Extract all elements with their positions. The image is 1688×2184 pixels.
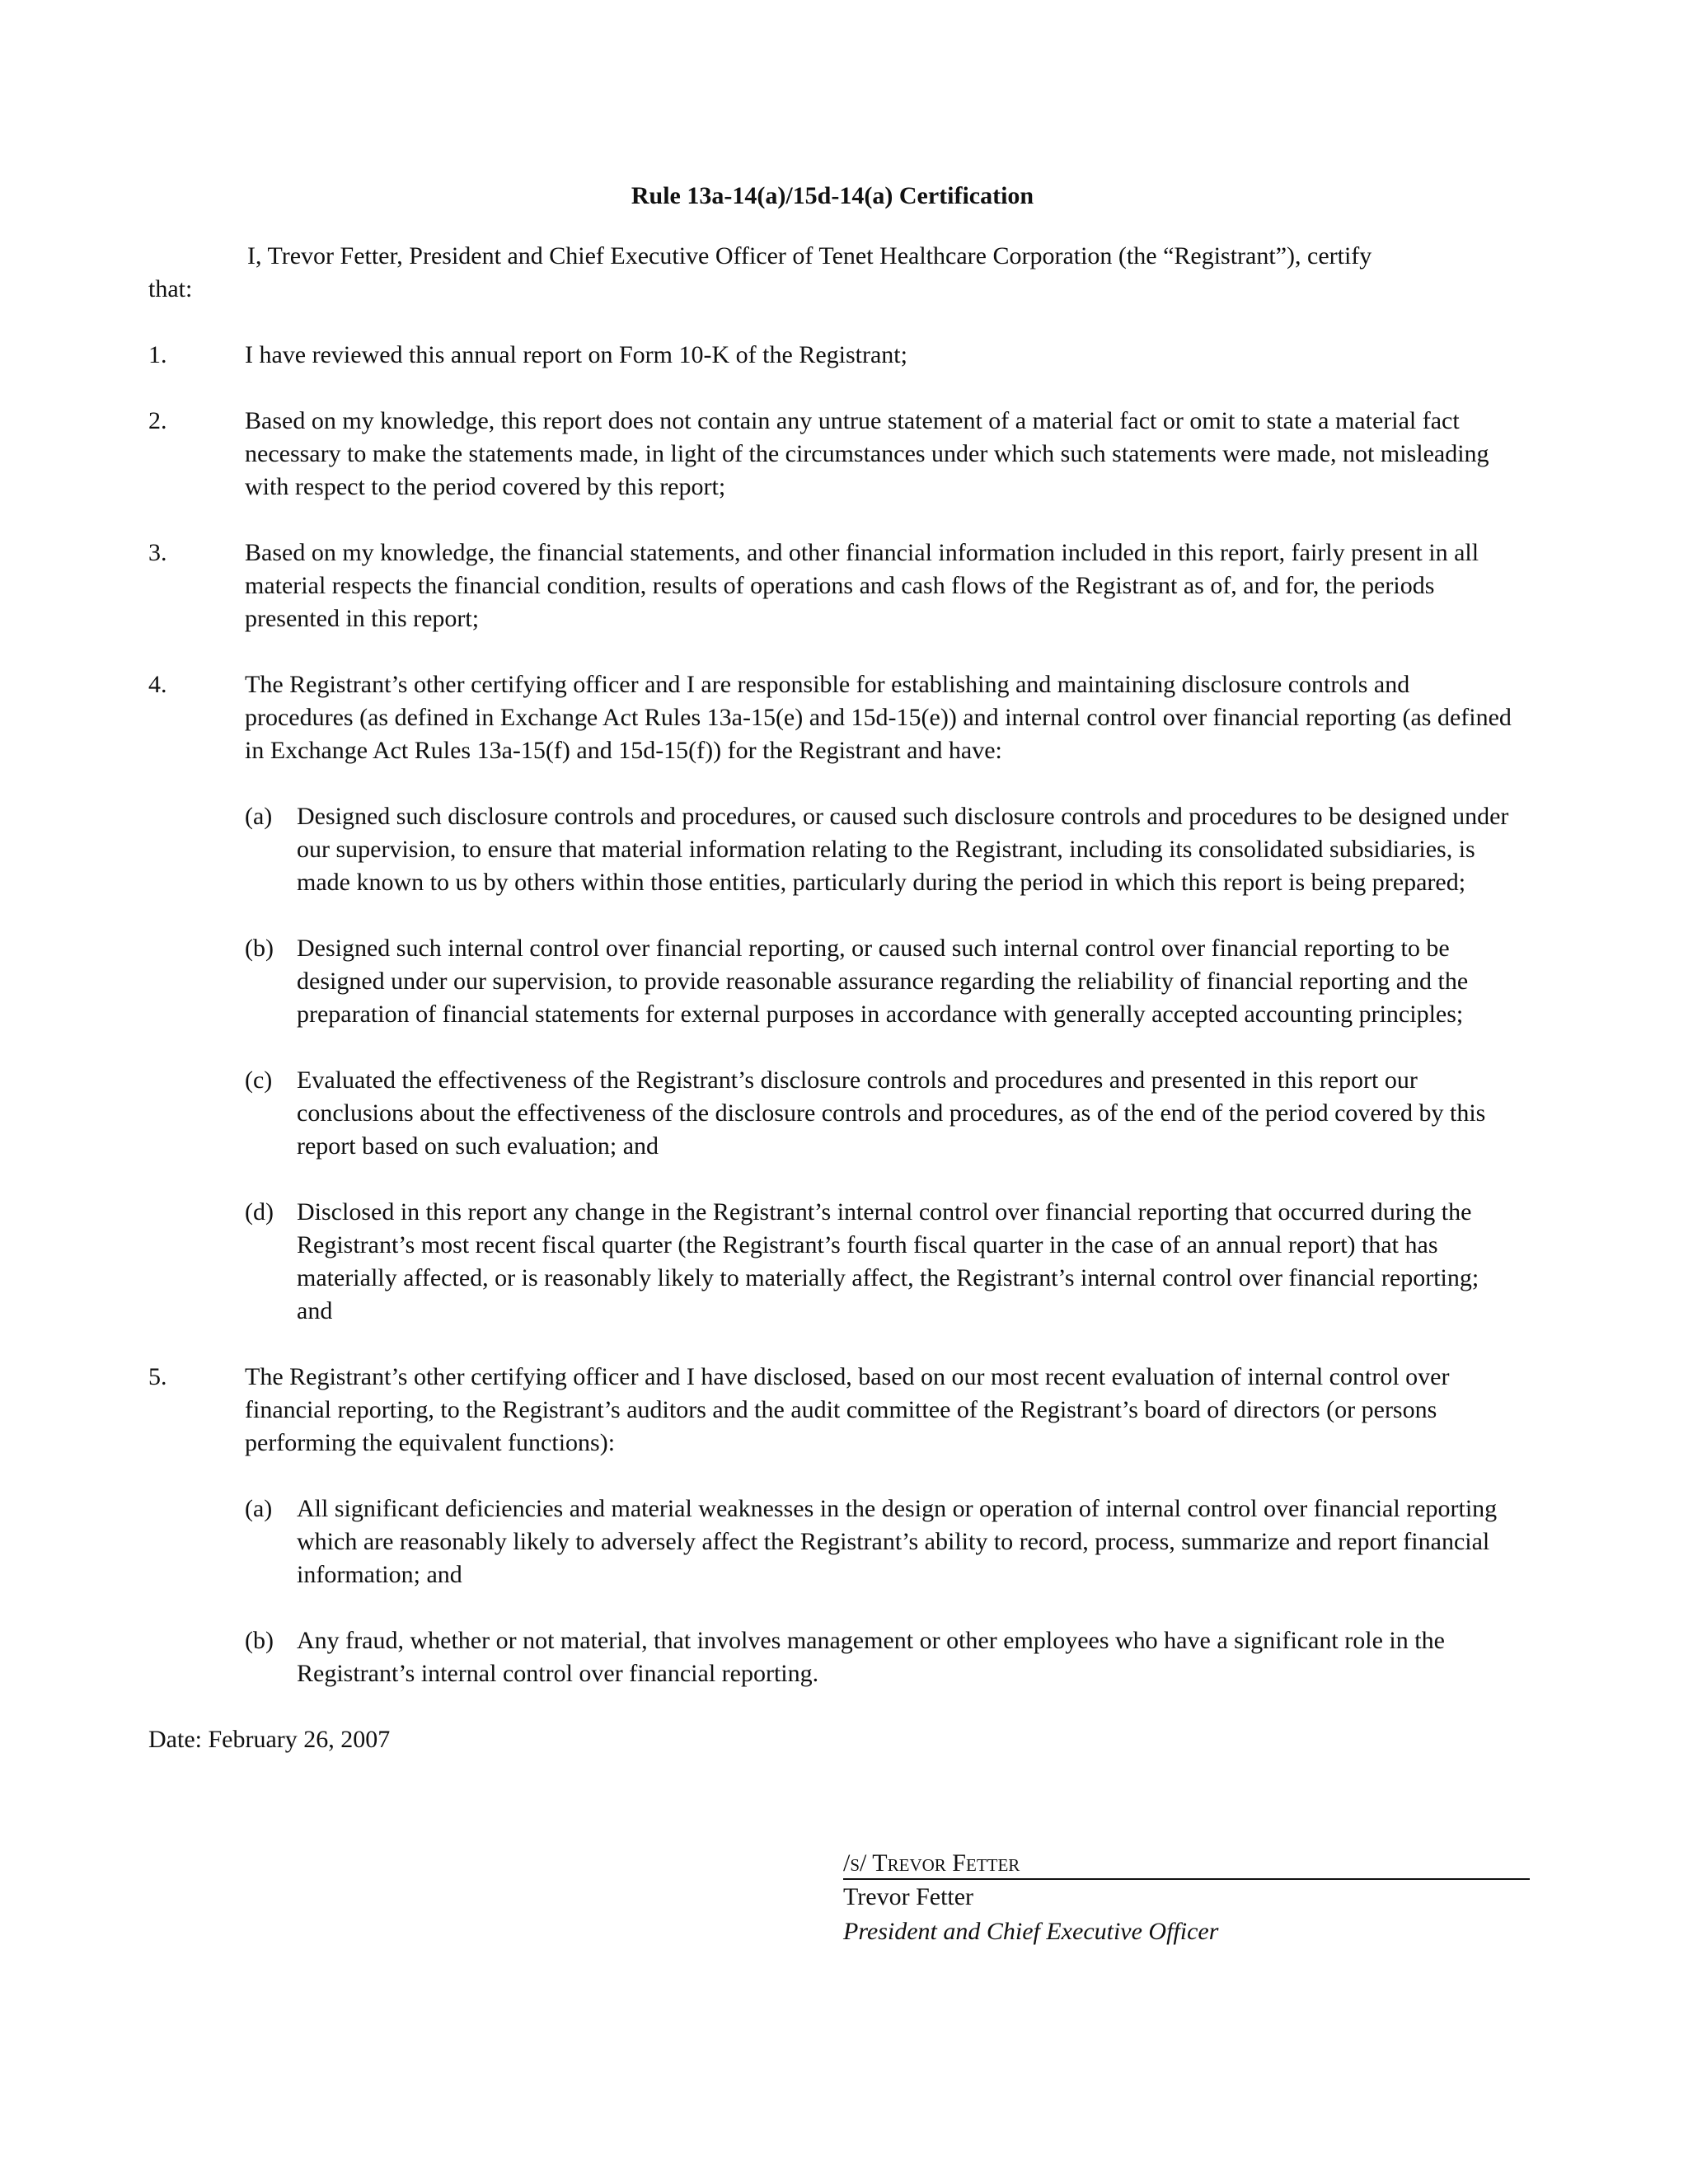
- sub-item: [245, 932, 1510, 1031]
- item-number: 4.: [148, 671, 167, 698]
- sub-item-text: Any fraud, whether or not material, that involves management or other employees who have a significant role in the Registrant’s internal control over financial reporting.: [297, 1627, 1445, 1687]
- list-item: [148, 405, 1517, 504]
- item-text: I have reviewed this annual report on Form 10-K of the Registrant;: [245, 341, 907, 368]
- sub-item: [245, 1196, 1510, 1328]
- signature-block: [843, 1849, 1530, 1949]
- sub-item-label: (b): [245, 935, 274, 962]
- signer-name: Trevor Fetter: [843, 1883, 974, 1910]
- intro-continuation: that:: [148, 275, 193, 302]
- signer-title: President and Chief Executive Officer: [843, 1918, 1219, 1945]
- document-title: Rule 13a-14(a)/15d-14(a) Certification: [631, 182, 1034, 209]
- sub-item: [245, 800, 1510, 899]
- item-number: 2.: [148, 407, 167, 434]
- signature-line: /s/ Trevor Fetter: [843, 1849, 1530, 1880]
- sub-item-text: Designed such disclosure controls and procedures, or caused such disclosure controls and procedures to be designed under our supervision, to ensure that material information relating to the Registrant, including its consolidated subsidiaries, is made known to us by others within those entities, particularly during the period in which this report is being prepared;: [297, 803, 1509, 896]
- list-item: [148, 1361, 1517, 1460]
- sub-item-text: All significant deficiencies and material weaknesses in the design or operation of internal control over financial reporting which are reasonably likely to adversely affect the Registrant’s ability to record, process, summarize and report financial information; and: [297, 1495, 1498, 1588]
- sub-item-label: (c): [245, 1066, 273, 1094]
- item-text: The Registrant’s other certifying officer and I are responsible for establishing and maintaining disclosure controls and procedures (as defined in Exchange Act Rules 13a-15(e) and 15d-15(e)) and internal control over financial reporting (as defined in Exchange Act Rules 13a-15(f) and 15d-15(f)) for the Registrant and have:: [245, 671, 1512, 764]
- certification-date: Date: February 26, 2007: [148, 1726, 391, 1753]
- intro-paragraph: [148, 240, 1517, 306]
- item-number: 3.: [148, 539, 167, 566]
- sub-item-text: Evaluated the effectiveness of the Registrant’s disclosure controls and procedures and presented in this report our conclusions about the effectiveness of the disclosure controls and procedures, as of the end of the period covered by this report based on such evaluation; and: [297, 1066, 1486, 1160]
- sub-item-label: (a): [245, 1495, 273, 1522]
- item-number: 5.: [148, 1363, 167, 1390]
- sub-item: [245, 1064, 1510, 1163]
- sub-item-label: (b): [245, 1627, 274, 1654]
- item-number: 1.: [148, 341, 167, 368]
- list-item: [148, 668, 1517, 767]
- certification-page: [148, 180, 1517, 1756]
- sub-item-label: (a): [245, 803, 273, 830]
- sub-item: [245, 1624, 1510, 1690]
- intro-first-line: I, Trevor Fetter, President and Chief Executive Officer of Tenet Healthcare Corporation (the “Registrant”), certify: [247, 242, 1372, 269]
- sub-item-label: (d): [245, 1198, 274, 1226]
- item-text: Based on my knowledge, the financial statements, and other financial information included in this report, fairly present in all material respects the financial condition, results of operations and cash flows of the Registrant as of, and for, the periods presented in this report;: [245, 539, 1479, 632]
- sub-item-text: Disclosed in this report any change in the Registrant’s internal control over financial reporting that occurred during the Registrant’s most recent fiscal quarter (the Registrant’s fourth fiscal quarter in the case of an annual report) that has materially affected, or is reasonably likely to materially affect, the Registrant’s internal control over financial reporting; and: [297, 1198, 1479, 1324]
- list-item: [148, 339, 1517, 372]
- item-text: The Registrant’s other certifying officer and I have disclosed, based on our most recent evaluation of internal control over financial reporting, to the Registrant’s auditors and the audit committee of the Registrant’s board of directors (or persons performing the equivalent functions):: [245, 1363, 1450, 1456]
- list-item: [148, 537, 1517, 635]
- sub-item-text: Designed such internal control over financial reporting, or caused such internal control over financial reporting to be designed under our supervision, to provide reasonable assurance regarding the reliability of financial reporting and the preparation of financial statements for external purposes in accordance with generally accepted accounting principles;: [297, 935, 1469, 1028]
- sub-item: [245, 1493, 1510, 1591]
- item-text: Based on my knowledge, this report does not contain any untrue statement of a material fact or omit to state a material fact necessary to make the statements made, in light of the circumstances under which such statements were made, not misleading with respect to the period covered by this report;: [245, 407, 1489, 500]
